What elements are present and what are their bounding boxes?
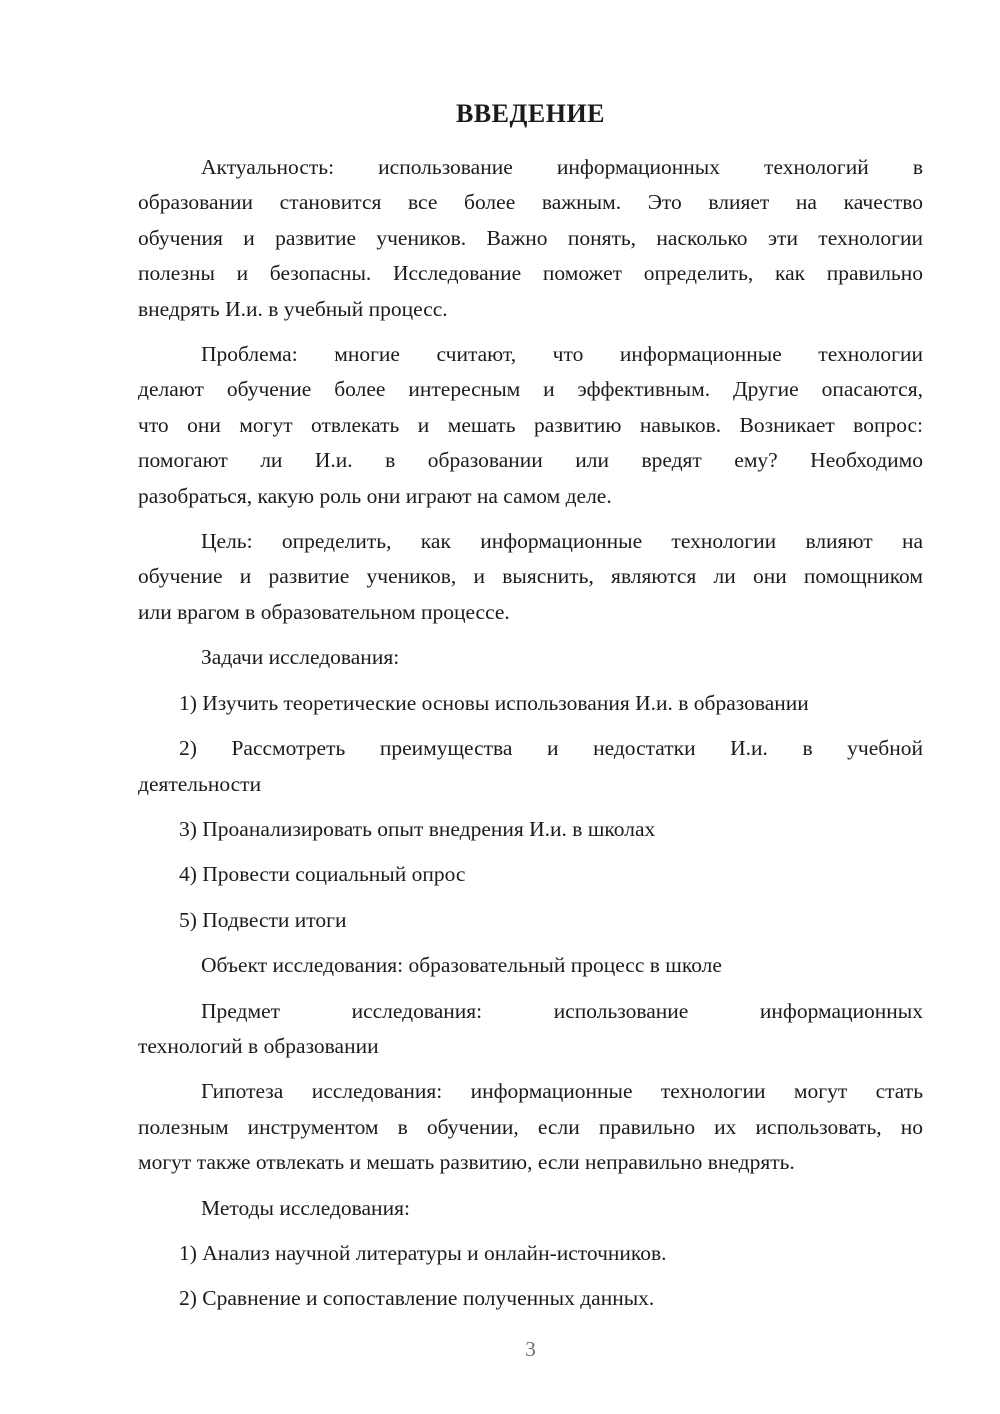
text-line: 1) Анализ научной литературы и онлайн-источников. [179,1240,667,1265]
list-item [138,1236,923,1271]
text-line: 2) Сравнение и сопоставление полученных данных. [179,1286,655,1311]
text-line: полезны и безопасны. Исследование поможет определить, как правильно [138,261,923,286]
text-line: что они могут отвлекать и мешать развитию навыков. Возникает вопрос: [138,412,923,437]
text-line: или врагом в образовательном процессе. [138,599,510,624]
list-item [138,903,923,938]
text-line: 1) Изучить теоретические основы использования И.и. в образовании [179,690,809,715]
list-item [138,686,923,721]
paragraph [138,150,923,327]
text-line: Цель: определить, как информационные технологии влияют на [201,529,923,554]
text-line: 3) Проанализировать опыт внедрения И.и. в школах [179,816,656,841]
paragraph [138,524,923,630]
text-line: Задачи исследования: [201,645,400,670]
list-item [138,1281,923,1316]
text-line: полезным инструментом в обучении, если правильно их использовать, но [138,1114,923,1139]
paragraph [138,1191,923,1226]
text-line: Предмет исследования: использование информационных [201,998,923,1023]
list-item [138,731,923,802]
text-line: делают обучение более интересным и эффективным. Другие опасаются, [138,377,923,402]
paragraph [138,640,923,675]
list-item [138,857,923,892]
text-line: технологий в образовании [138,1033,379,1058]
text-line: внедрять И.и. в учебный процесс. [138,296,448,321]
list-item [138,812,923,847]
paragraph [138,337,923,514]
text-line: обучения и развитие учеников. Важно понять, насколько эти технологии [138,225,923,250]
text-line: Методы исследования: [201,1195,410,1220]
text-line: Актуальность: использование информационных технологий в [201,155,923,179]
document-body [138,150,923,1317]
text-line: 4) Провести социальный опрос [179,862,466,887]
text-line: помогают ли И.и. в образовании или вредят ему? Необходимо [138,448,923,473]
text-line: 5) Подвести итоги [179,907,347,932]
text-line: Проблема: многие считают, что информационные технологии [201,342,923,367]
text-line: 2) Рассмотреть преимущества и недостатки И.и. в учебной [179,736,923,761]
text-line: обучение и развитие учеников, и выяснить, являются ли они помощником [138,564,923,589]
paragraph [138,994,923,1065]
paragraph [138,1074,923,1180]
text-line: деятельности [138,771,262,796]
text-line: могут также отвлекать и мешать развитию, если неправильно внедрять. [138,1150,795,1175]
section-title: ВВЕДЕНИЕ [455,99,606,128]
text-line: Объект исследования: образовательный процесс в школе [201,953,722,978]
page-number: 3 [525,1336,536,1361]
text-line: Гипотеза исследования: информационные технологии могут стать [201,1079,923,1104]
text-line: образовании становится все более важным. Это влияет на качество [138,190,923,215]
text-line: разобраться, какую роль они играют на самом деле. [138,483,612,508]
paragraph [138,948,923,983]
